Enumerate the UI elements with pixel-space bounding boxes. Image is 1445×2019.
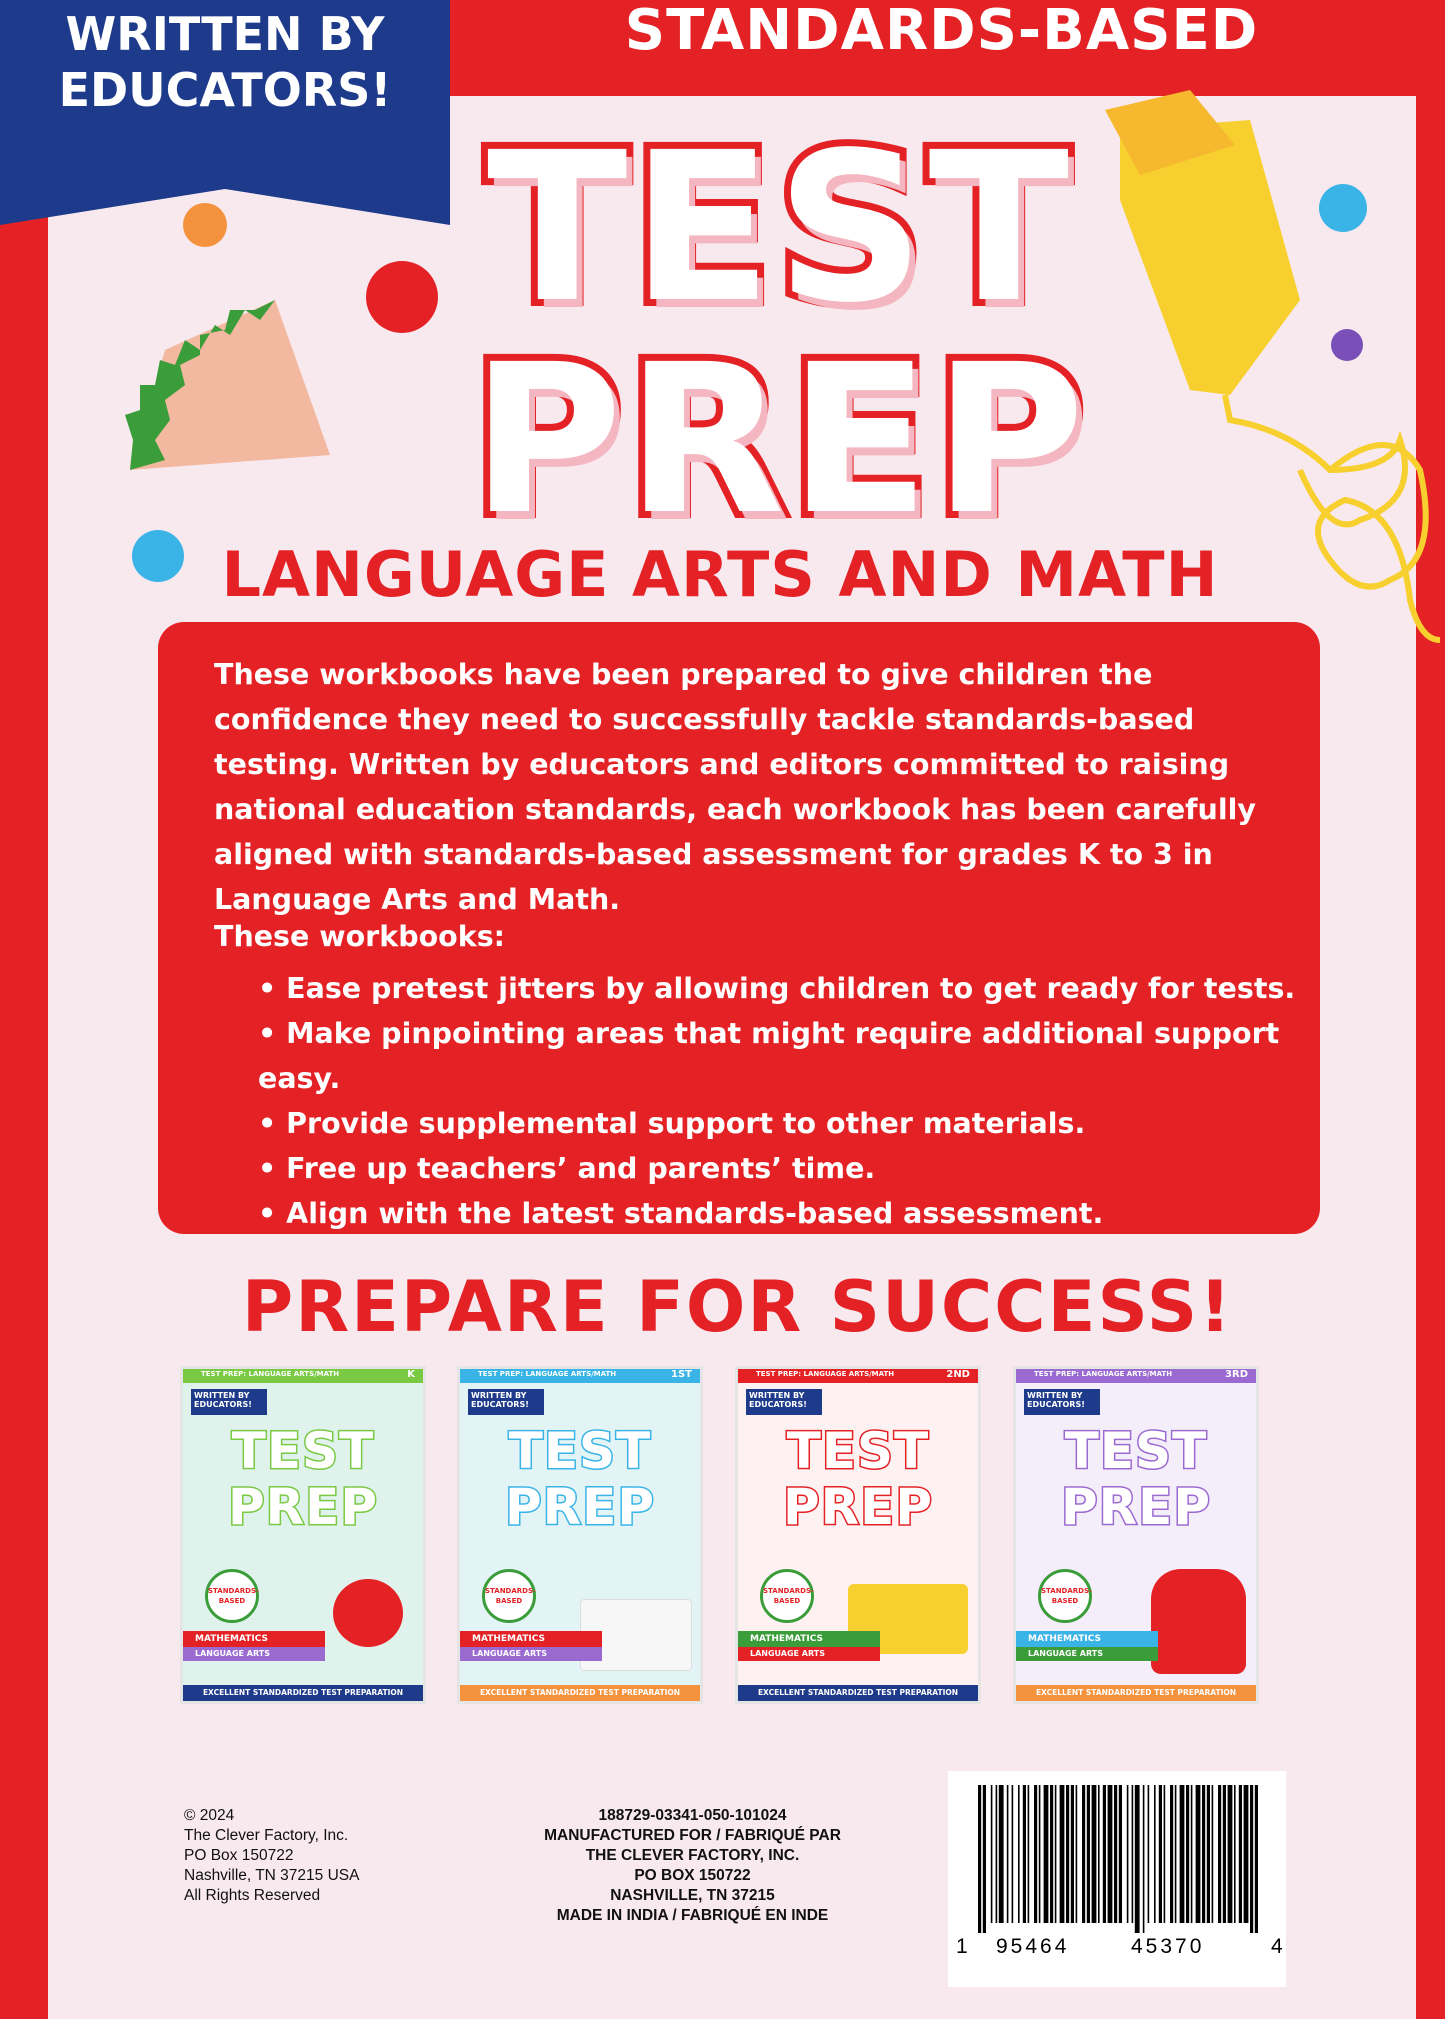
thumb-grade: 1ST	[671, 1369, 692, 1380]
mfg-line: NASHVILLE, TN 37215	[610, 1887, 775, 1904]
barcode-bar	[1164, 1785, 1166, 1923]
barcode-bar	[1175, 1785, 1177, 1923]
copyright-line: The Clever Factory, Inc.	[184, 1827, 349, 1844]
thumb-title-prep: PREP	[1061, 1478, 1211, 1536]
copyright-line: All Rights Reserved	[184, 1887, 321, 1904]
barcode-bar	[1180, 1785, 1185, 1923]
mfg-line: PO BOX 150722	[634, 1867, 751, 1884]
copyright-block	[184, 1806, 359, 1906]
subtitle: LANGUAGE ARTS AND MATH	[221, 538, 1219, 611]
barcode-bar	[1066, 1785, 1069, 1923]
apple-icon	[333, 1579, 403, 1647]
benefit-item: • Make pinpointing areas that might require additional support easy.	[258, 1011, 1320, 1101]
barcode-bar	[1148, 1785, 1150, 1923]
barcode-last-digit: 4	[1271, 1935, 1283, 1958]
thumb-header: TEST PREP: LANGUAGE ARTS/MATH	[201, 1370, 340, 1378]
thumb-standards-seal: STANDARDS-BASED	[1038, 1569, 1092, 1623]
mfg-line: 188729-03341-050-101024	[598, 1807, 787, 1824]
barcode-bar	[1255, 1785, 1258, 1933]
thumb-footer: EXCELLENT STANDARDIZED TEST PREPARATION	[738, 1685, 978, 1701]
book-thumbnail-2nd	[738, 1369, 978, 1701]
copyright-line: Nashville, TN 37215 USA	[184, 1867, 360, 1884]
barcode-bar	[1076, 1785, 1078, 1923]
barcode-bar	[1196, 1785, 1201, 1923]
thumb-math-label: MATHEMATICS	[183, 1631, 325, 1647]
thumb-math-label: MATHEMATICS	[1016, 1631, 1158, 1647]
barcode-bar	[1186, 1785, 1189, 1923]
book-thumbnail-k	[183, 1369, 423, 1701]
barcode-bar	[1250, 1785, 1253, 1933]
thumb-grade: 2ND	[946, 1369, 970, 1380]
benefit-item: • Free up teachers’ and parents’ time.	[258, 1146, 1320, 1191]
thumb-header: TEST PREP: LANGUAGE ARTS/MATH	[756, 1370, 895, 1378]
mfg-line: MADE IN INDIA / FABRIQUÉ EN INDE	[556, 1907, 829, 1924]
title-prep: PREP	[471, 320, 1089, 560]
barcode-bar	[1082, 1785, 1085, 1923]
description-paragraph: These workbooks have been prepared to give children the confidence they need to successfully tackle standards-based testing. Written by educators and editors committed to raising national education standards, each workbook has been carefully aligned with standards-based assessment for grades K to 3 in Language Arts and Math.	[214, 658, 1256, 916]
barcode-bar	[978, 1785, 981, 1933]
benefit-item: • Align with the latest standards-based assessment.	[258, 1191, 1320, 1236]
barcode-bar	[1087, 1785, 1090, 1923]
barcode-bar	[1223, 1785, 1226, 1923]
thumb-standards-seal: STANDARDS-BASED	[760, 1569, 814, 1623]
thumb-standards-seal: STANDARDS-BASED	[482, 1569, 536, 1623]
thumb-grade: 3RD	[1225, 1369, 1248, 1380]
book-thumbnail-3rd	[1016, 1369, 1256, 1701]
backpack-icon	[1151, 1569, 1246, 1674]
copyright-line: © 2024	[184, 1807, 235, 1824]
thumb-title-prep: PREP	[228, 1478, 378, 1536]
thumb-header: TEST PREP: LANGUAGE ARTS/MATH	[1034, 1370, 1173, 1378]
thumb-title-test: TEST	[508, 1422, 652, 1480]
barcode-bar	[1154, 1785, 1156, 1923]
barcode-bar	[1023, 1785, 1026, 1923]
barcode-bar	[1018, 1785, 1020, 1923]
barcode-digits	[956, 1935, 1283, 1959]
thumb-la-label: LANGUAGE ARTS	[738, 1647, 880, 1661]
thumb-flag: WRITTEN BY EDUCATORS!	[191, 1389, 267, 1415]
thumb-la-label: LANGUAGE ARTS	[460, 1647, 602, 1661]
mfg-line: MANUFACTURED FOR / FABRIQUÉ PAR	[544, 1827, 841, 1844]
benefit-list	[258, 966, 1320, 1236]
thumb-title-test: TEST	[1064, 1422, 1208, 1480]
benefit-item: • Provide supplemental support to other materials.	[258, 1101, 1320, 1146]
thumb-footer: EXCELLENT STANDARDIZED TEST PREPARATION	[1016, 1685, 1256, 1701]
barcode-bar	[1244, 1785, 1249, 1923]
thumb-footer: EXCELLENT STANDARDIZED TEST PREPARATION	[460, 1685, 700, 1701]
thumb-flag: WRITTEN BY EDUCATORS!	[468, 1389, 544, 1415]
barcode-bar	[1055, 1785, 1057, 1923]
barcode	[948, 1771, 1286, 1987]
manufacturer-block	[500, 1806, 885, 1926]
barcode-bar	[1127, 1785, 1129, 1923]
barcode-bar	[1202, 1785, 1205, 1923]
barcode-bar	[1239, 1785, 1242, 1923]
barcode-bar	[1034, 1785, 1037, 1923]
barcode-bar	[1103, 1785, 1106, 1923]
barcode-bars	[978, 1785, 1258, 1933]
thumb-math-label: MATHEMATICS	[460, 1631, 602, 1647]
thumb-title-prep: PREP	[783, 1478, 933, 1536]
barcode-bar	[1050, 1785, 1053, 1923]
description-intro: These workbooks:	[214, 920, 506, 953]
title-test: TEST	[486, 108, 1074, 348]
book-thumbnail-1st	[460, 1369, 700, 1701]
barcode-bar	[1108, 1785, 1113, 1923]
barcode-bar	[1114, 1785, 1117, 1923]
barcode-bar	[1132, 1785, 1134, 1923]
barcode-bar	[1039, 1785, 1041, 1923]
thumb-standards-seal: STANDARDS-BASED	[205, 1569, 259, 1623]
barcode-bar	[1170, 1785, 1173, 1923]
barcode-bar	[1098, 1785, 1100, 1923]
barcode-bar	[1135, 1785, 1140, 1933]
barcode-bar	[999, 1785, 1004, 1923]
barcode-bar	[1212, 1785, 1214, 1923]
thumb-math-label: MATHEMATICS	[738, 1631, 880, 1647]
mfg-line: THE CLEVER FACTORY, INC.	[585, 1847, 800, 1864]
copyright-line: PO Box 150722	[184, 1847, 294, 1864]
orange-dot-icon	[183, 203, 227, 247]
barcode-bar	[1007, 1785, 1009, 1923]
benefit-item: • Ease pretest jitters by allowing children to get ready for tests.	[258, 966, 1320, 1011]
barcode-bar	[1159, 1785, 1162, 1923]
barcode-bar	[1207, 1785, 1210, 1923]
barcode-first-digit: 1	[956, 1935, 968, 1958]
barcode-bar	[1234, 1785, 1236, 1923]
blue-dot-icon	[132, 530, 184, 582]
standards-based-banner: STANDARDS-BASED	[624, 0, 1259, 63]
cta-heading: PREPARE FOR SUCCESS!	[241, 1266, 1234, 1348]
barcode-bar	[1028, 1785, 1030, 1923]
barcode-bar	[996, 1785, 998, 1923]
thumb-flag: WRITTEN BY EDUCATORS!	[1024, 1389, 1100, 1415]
barcode-bar	[1044, 1785, 1049, 1923]
barcode-bar	[1191, 1785, 1193, 1923]
written-by-educators-text: WRITTEN BY EDUCATORS!	[58, 7, 392, 117]
thumb-la-label: LANGUAGE ARTS	[183, 1647, 325, 1661]
pencil-shaving-icon	[125, 300, 330, 470]
barcode-bar	[1218, 1785, 1221, 1923]
thumb-title-test: TEST	[231, 1422, 375, 1480]
thumb-la-label: LANGUAGE ARTS	[1016, 1647, 1158, 1661]
description-box	[158, 622, 1320, 1234]
barcode-bar	[991, 1785, 993, 1923]
thumb-footer: EXCELLENT STANDARDIZED TEST PREPARATION	[183, 1685, 423, 1701]
barcode-bar	[1143, 1785, 1145, 1933]
barcode-bar	[1119, 1785, 1122, 1923]
barcode-bar	[1092, 1785, 1097, 1923]
thumb-grade: K	[407, 1369, 415, 1380]
thumb-title-prep: PREP	[505, 1478, 655, 1536]
barcode-bar	[1071, 1785, 1074, 1923]
barcode-right-group: 45370	[1131, 1935, 1205, 1958]
barcode-left-group: 95464	[996, 1935, 1070, 1958]
thumb-title-test: TEST	[786, 1422, 930, 1480]
purple-dot-icon	[1331, 329, 1363, 361]
barcode-bar	[1060, 1785, 1065, 1923]
blue-dot-small-icon	[1319, 184, 1367, 232]
thumb-flag: WRITTEN BY EDUCATORS!	[746, 1389, 822, 1415]
barcode-bar	[1228, 1785, 1233, 1923]
thumb-header: TEST PREP: LANGUAGE ARTS/MATH	[478, 1370, 617, 1378]
barcode-bar	[1012, 1785, 1014, 1923]
barcode-bar	[983, 1785, 986, 1933]
